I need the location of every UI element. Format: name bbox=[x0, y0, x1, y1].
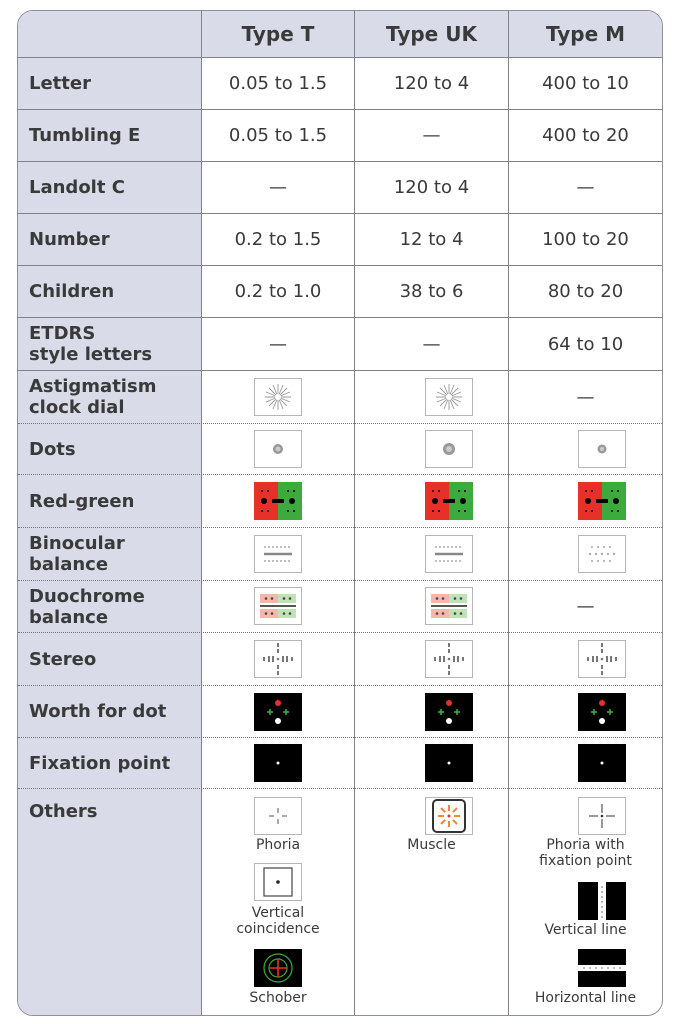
phoria-icon bbox=[254, 797, 302, 835]
row-label-line: balance bbox=[29, 606, 109, 628]
row-label-others: Others bbox=[29, 801, 98, 822]
row-label-line: Astigmatism bbox=[29, 376, 157, 397]
cell-landolt-c-t: — bbox=[269, 177, 287, 198]
cell-letter-uk: 120 to 4 bbox=[393, 73, 470, 94]
caption-vertical-coincidence bbox=[202, 905, 354, 937]
row-label-line: clock dial bbox=[29, 397, 125, 418]
row-label-fixation: Fixation point bbox=[29, 752, 171, 774]
stereo-icon bbox=[578, 640, 626, 678]
cell-children-uk: 38 to 6 bbox=[399, 281, 464, 302]
row-label-letter: Letter bbox=[29, 73, 91, 94]
binocular-balance-icon bbox=[254, 535, 302, 573]
stereo-icon bbox=[425, 640, 473, 678]
dots-icon bbox=[254, 430, 302, 468]
cell-letter-m: 400 to 10 bbox=[542, 73, 629, 94]
row-label-binocular bbox=[29, 528, 199, 580]
row-label-worth: Worth for dot bbox=[29, 701, 167, 722]
cell-number-m: 100 to 20 bbox=[542, 229, 629, 250]
caption-schober: Schober bbox=[249, 990, 307, 1006]
binocular-balance-icon bbox=[425, 535, 473, 573]
worth-four-dot-icon bbox=[578, 693, 626, 731]
cell-landolt-c-m: — bbox=[576, 177, 595, 198]
caption-line: Vertical bbox=[251, 905, 305, 921]
row-label-line: Duochrome bbox=[29, 585, 145, 607]
caption-line: coincidence bbox=[236, 921, 320, 937]
horizontal-line-icon bbox=[578, 949, 626, 987]
muscle-icon bbox=[425, 797, 473, 835]
worth-four-dot-icon bbox=[254, 693, 302, 731]
dots-icon bbox=[425, 430, 473, 468]
row-label-line: balance bbox=[29, 554, 109, 575]
phoria-with-fixation-point-icon bbox=[578, 797, 626, 835]
row-label-red-green: Red-green bbox=[29, 490, 135, 512]
acuity-chart-table bbox=[17, 10, 663, 1016]
row-label-line: ETDRS bbox=[29, 323, 96, 344]
duochrome-icon bbox=[254, 587, 302, 625]
header-type-m: Type M bbox=[545, 22, 626, 46]
worth-four-dot-icon bbox=[425, 693, 473, 731]
cell-duochrome-m: — bbox=[576, 596, 595, 617]
row-label-duochrome bbox=[29, 581, 199, 632]
caption-line: Phoria with bbox=[546, 837, 625, 853]
cell-number-uk: 12 to 4 bbox=[399, 229, 464, 250]
cell-children-t: 0.2 to 1.0 bbox=[234, 281, 322, 302]
caption-vertical-line: Vertical line bbox=[544, 922, 627, 938]
cell-landolt-c-uk: 120 to 4 bbox=[393, 177, 470, 198]
cell-tumbling-e-t: 0.05 to 1.5 bbox=[228, 125, 328, 146]
cell-tumbling-e-m: 400 to 20 bbox=[542, 125, 629, 146]
caption-line: fixation point bbox=[539, 853, 632, 869]
fixation-point-icon bbox=[578, 744, 626, 782]
cell-etdrs-m: 64 to 10 bbox=[547, 333, 624, 355]
row-label-etdrs bbox=[29, 318, 199, 370]
row-label-number: Number bbox=[29, 229, 110, 250]
cell-letter-t: 0.05 to 1.5 bbox=[228, 73, 328, 94]
caption-horizontal-line: Horizontal line bbox=[534, 990, 637, 1006]
cell-children-m: 80 to 20 bbox=[547, 281, 624, 302]
cell-astigmatism-m: — bbox=[576, 386, 595, 408]
header-type-uk: Type UK bbox=[386, 22, 477, 46]
row-label-astigmatism bbox=[29, 371, 199, 423]
caption-phoria: Phoria bbox=[255, 837, 301, 853]
clock-dial-icon bbox=[425, 378, 473, 416]
row-label-dots: Dots bbox=[29, 438, 76, 460]
fixation-point-icon bbox=[254, 744, 302, 782]
red-green-icon bbox=[254, 482, 302, 520]
header-type-t: Type T bbox=[241, 22, 315, 46]
row-label-tumbling-e: Tumbling E bbox=[29, 125, 141, 146]
schober-icon bbox=[254, 949, 302, 987]
vertical-line-icon bbox=[578, 882, 626, 920]
cell-etdrs-t: — bbox=[269, 333, 287, 355]
dots-icon bbox=[578, 430, 626, 468]
row-label-stereo: Stereo bbox=[29, 648, 97, 670]
cell-tumbling-e-uk: — bbox=[422, 125, 441, 146]
row-label-children: Children bbox=[29, 281, 115, 302]
row-label-landolt-c: Landolt C bbox=[29, 177, 125, 198]
red-green-icon bbox=[578, 482, 626, 520]
caption-phoria-with-fixation bbox=[509, 837, 662, 869]
row-divider bbox=[18, 788, 662, 789]
cell-etdrs-uk: — bbox=[422, 333, 441, 355]
fixation-point-icon bbox=[425, 744, 473, 782]
red-green-icon bbox=[425, 482, 473, 520]
binocular-balance-icon bbox=[578, 535, 626, 573]
row-label-line: style letters bbox=[29, 344, 153, 365]
cell-number-t: 0.2 to 1.5 bbox=[234, 229, 322, 250]
stereo-icon bbox=[254, 640, 302, 678]
duochrome-icon bbox=[425, 587, 473, 625]
vertical-coincidence-icon bbox=[254, 863, 302, 901]
row-label-line: Binocular bbox=[29, 533, 125, 554]
caption-muscle: Muscle bbox=[407, 837, 456, 853]
clock-dial-icon bbox=[254, 378, 302, 416]
